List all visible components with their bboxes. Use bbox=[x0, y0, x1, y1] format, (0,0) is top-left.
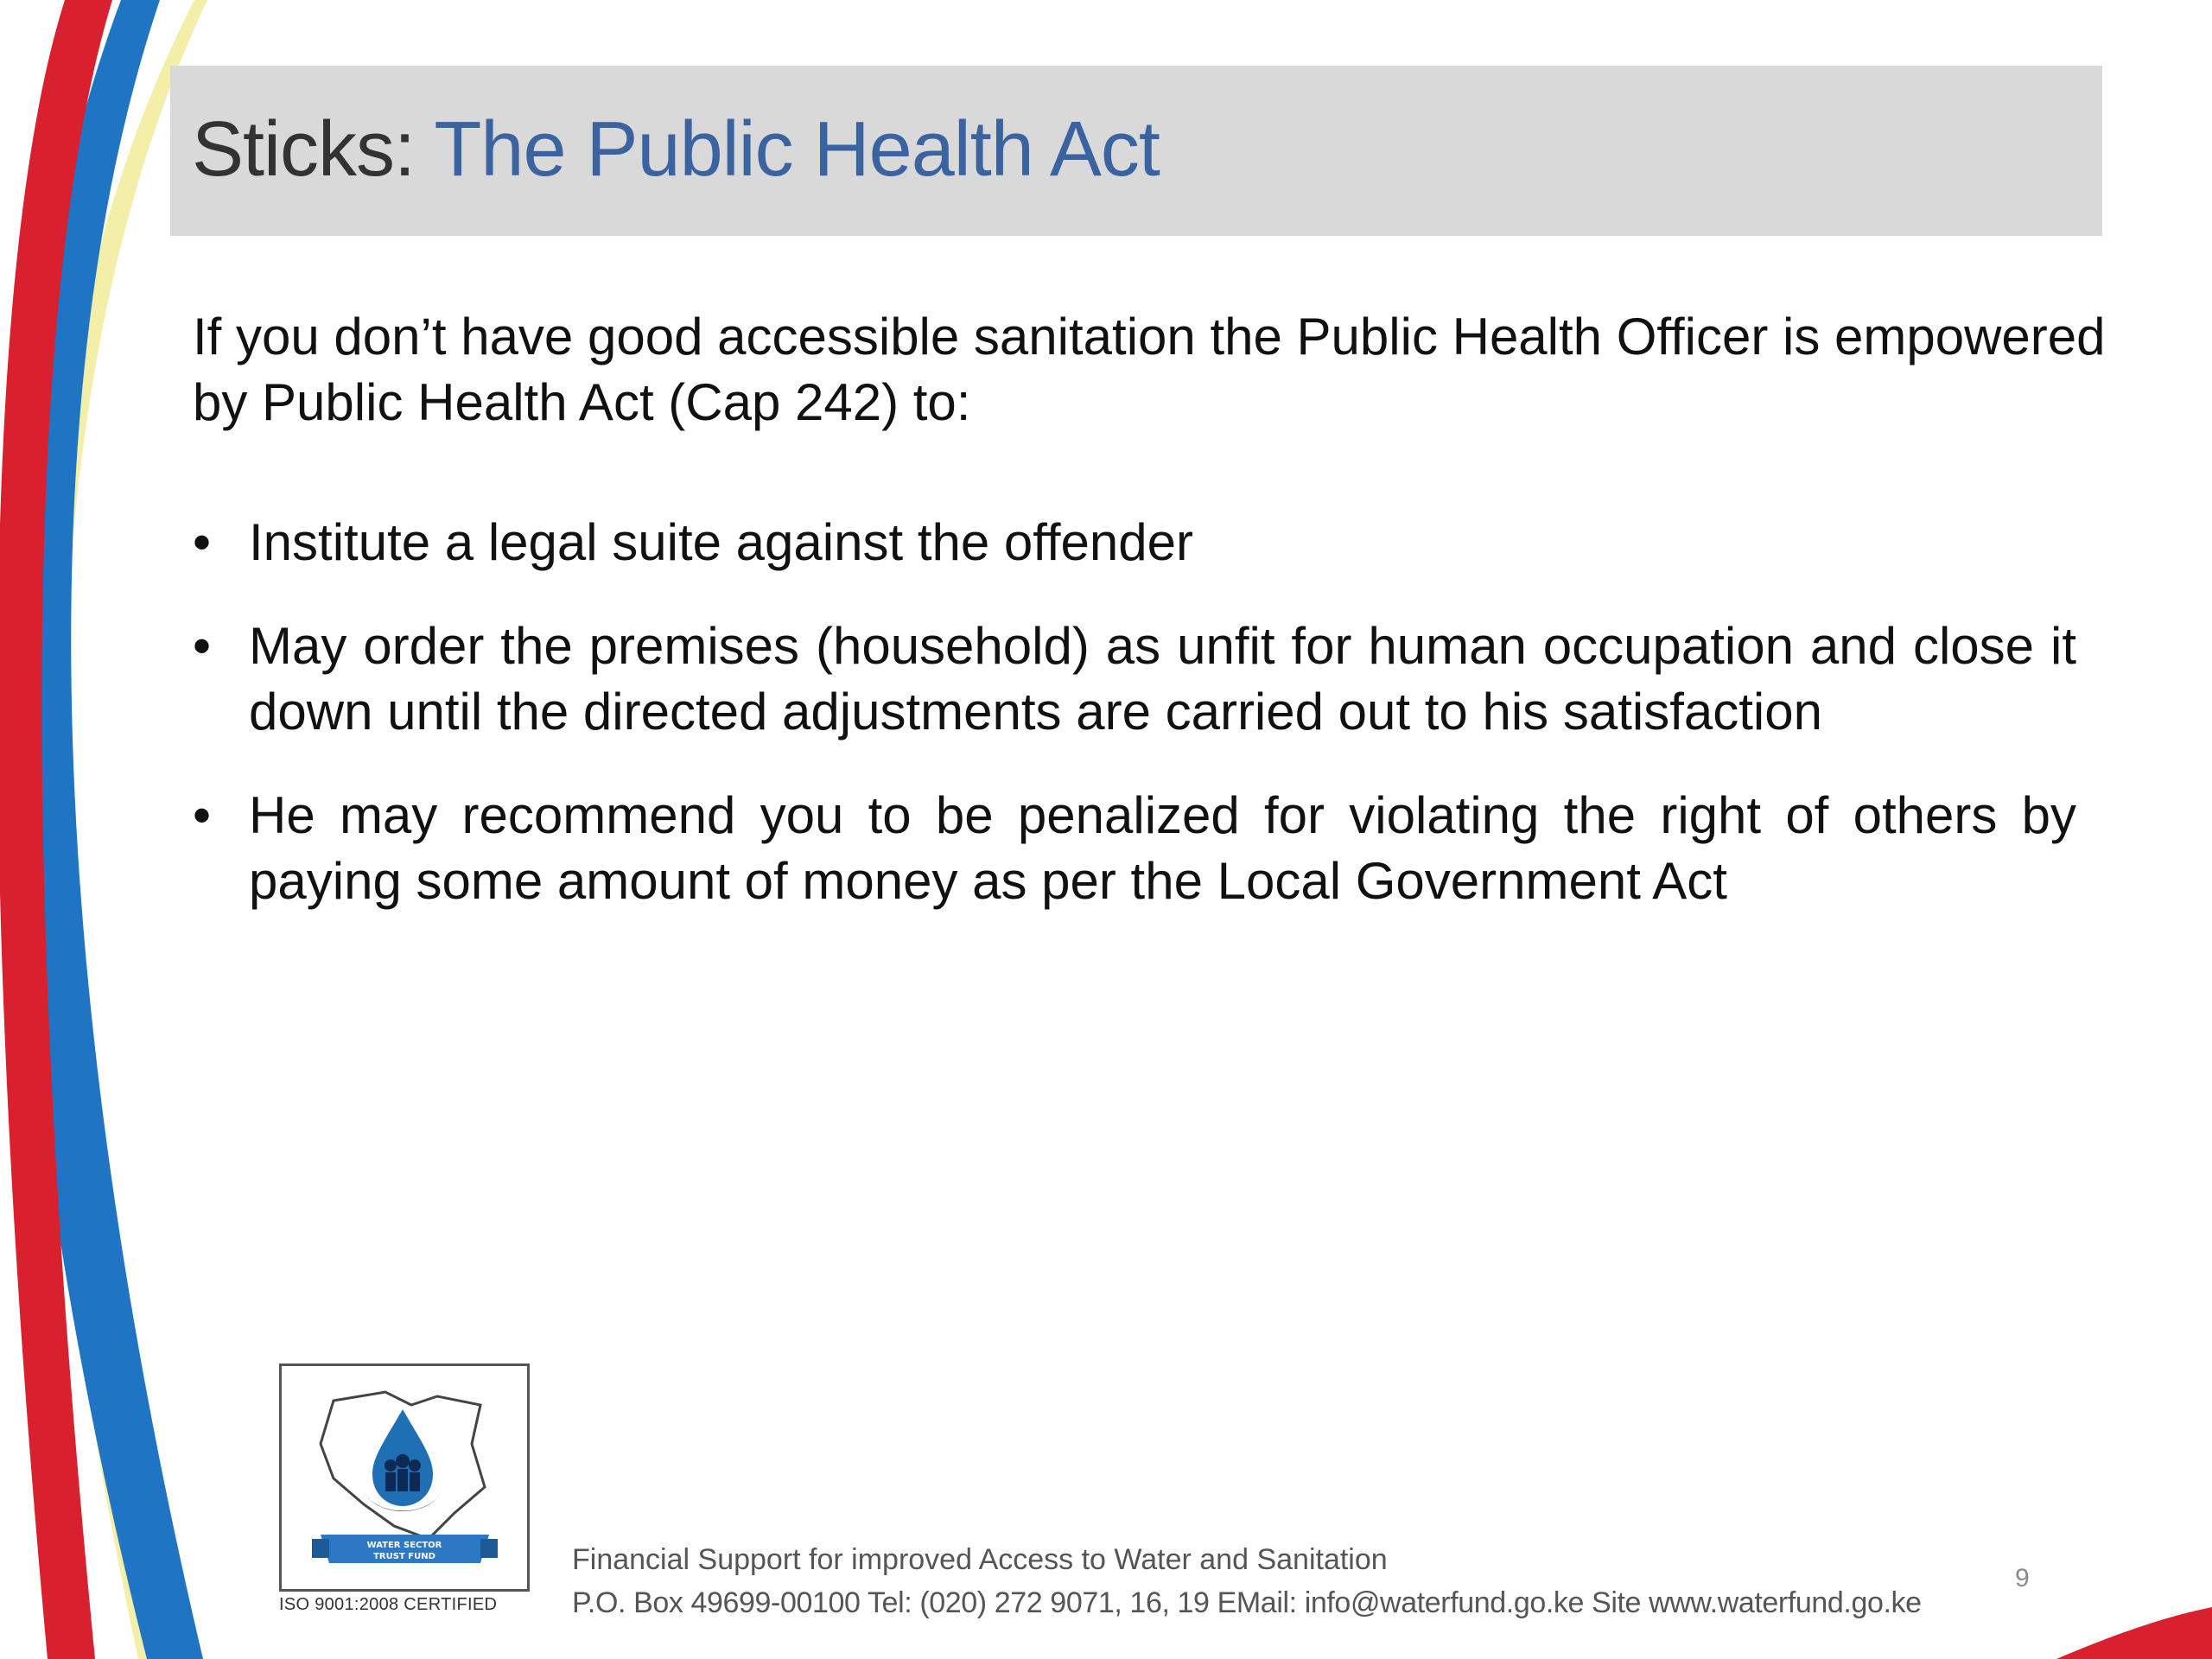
bullet-text: He may recommend you to be penalized for violating the right of others by paying some amount of money as per the Local Government Act bbox=[249, 786, 2076, 910]
bullet-icon: • bbox=[193, 786, 212, 844]
water-fund-logo bbox=[279, 1363, 530, 1592]
bullet-icon: • bbox=[193, 513, 212, 571]
bullet-item bbox=[193, 783, 2076, 914]
footer-contact: P.O. Box 49699-00100 Tel: (020) 272 9071, 16, 19 EMail: info@waterfund.go.ke Site www.waterfund.go.ke bbox=[572, 1586, 1922, 1619]
title-main: The Public Health Act bbox=[415, 106, 1160, 193]
bullet-icon: • bbox=[193, 617, 212, 675]
iso-certification-label: ISO 9001:2008 CERTIFIED bbox=[279, 1595, 498, 1614]
logo-text-1: WATER SECTOR bbox=[366, 1541, 442, 1550]
intro-paragraph: If you don’t have good accessible sanitation the Public Health Officer is empowered by Public Health Act (Cap 242) to: bbox=[193, 308, 2106, 431]
bullet-text: Institute a legal suite against the offender bbox=[249, 513, 1193, 571]
bullet-item bbox=[193, 510, 2076, 575]
logo-text-2: TRUST FUND bbox=[373, 1552, 435, 1561]
slide-number: 9 bbox=[2015, 1564, 2030, 1592]
slide-title bbox=[192, 102, 1160, 197]
bullet-list bbox=[193, 510, 2076, 952]
title-prefix: Sticks: bbox=[192, 106, 416, 193]
footer-tagline: Financial Support for improved Access to Water and Sanitation bbox=[572, 1543, 1388, 1576]
bullet-text: May order the premises (household) as unfit for human occupation and close it down until the directed adjustments are carried out to his satisfaction bbox=[249, 617, 2076, 741]
bullet-item bbox=[193, 613, 2076, 745]
